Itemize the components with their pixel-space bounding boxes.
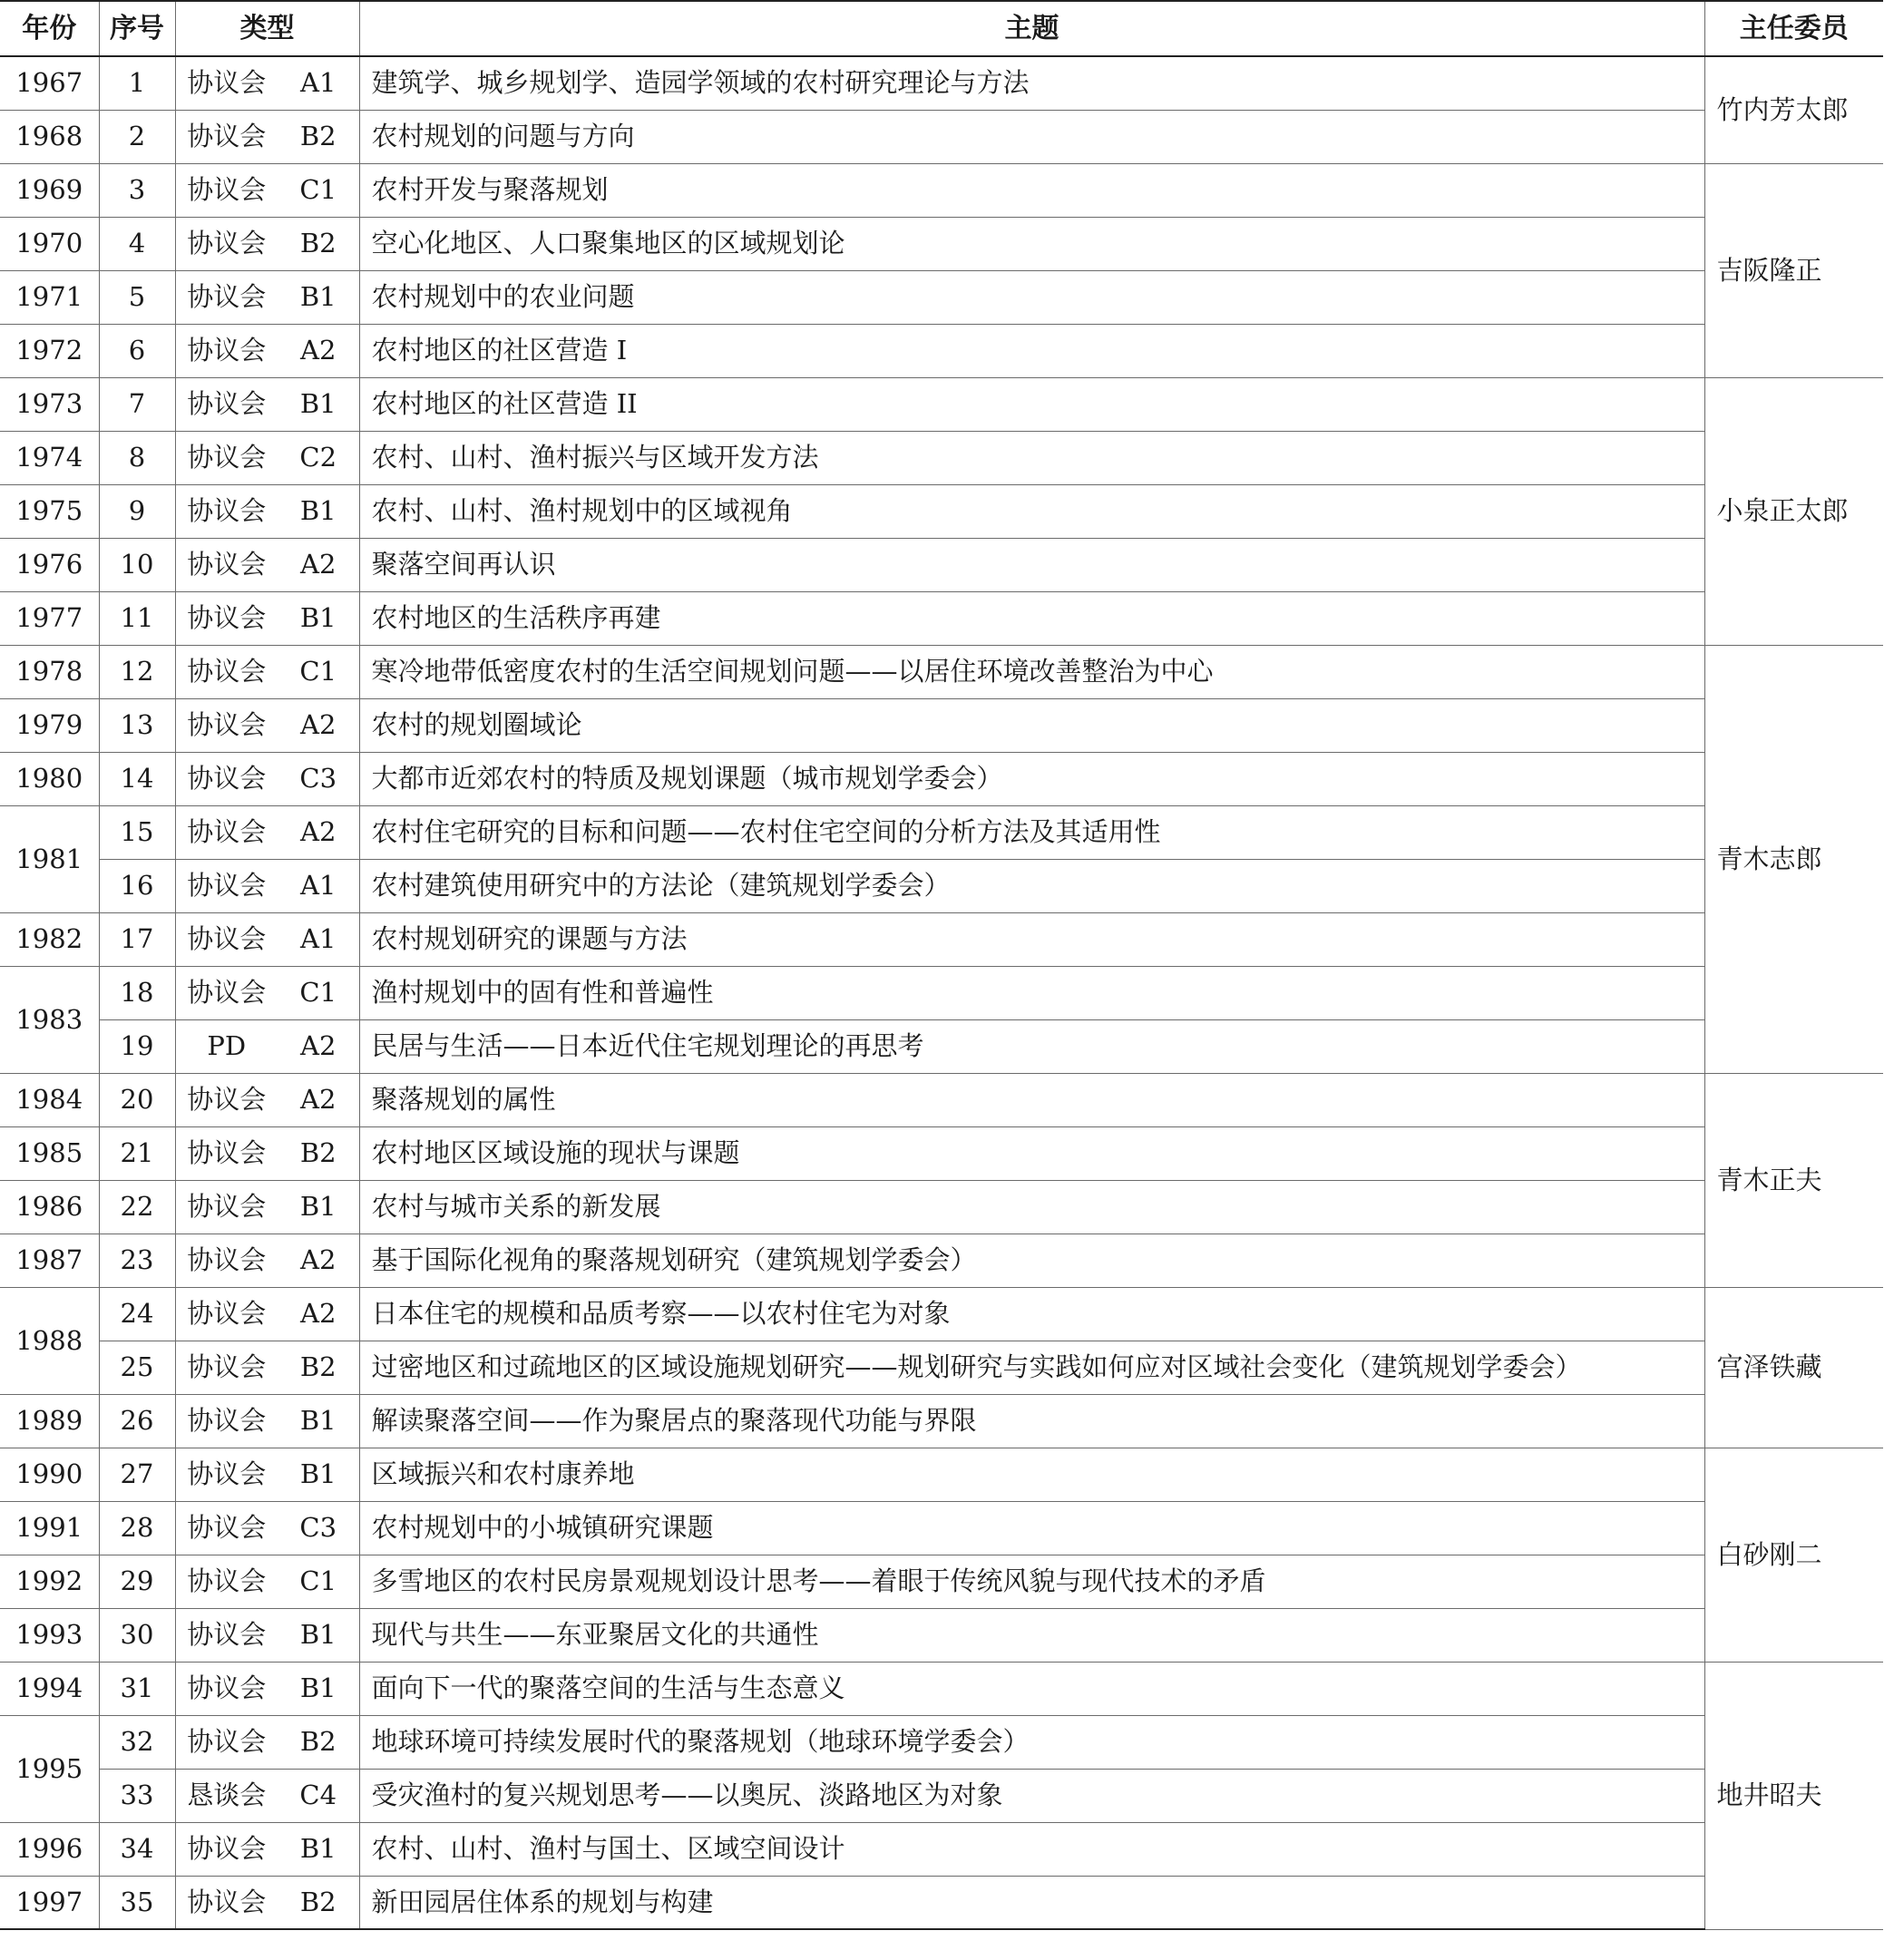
type-code-cell: B2 xyxy=(278,1341,359,1394)
number-cell: 34 xyxy=(99,1822,175,1876)
topic-cell: 受灾渔村的复兴规划思考——以奥尻、淡路地区为对象 xyxy=(359,1769,1704,1822)
type-code-cell: B1 xyxy=(278,270,359,324)
type-cell: 协议会 xyxy=(175,1608,278,1662)
topic-cell: 农村地区的社区营造 II xyxy=(359,377,1704,431)
year-cell: 1969 xyxy=(0,163,99,217)
type-code-cell: A2 xyxy=(278,698,359,752)
number-cell: 2 xyxy=(99,110,175,163)
type-cell: 协议会 xyxy=(175,324,278,377)
number-cell: 15 xyxy=(99,805,175,859)
table-row xyxy=(0,1555,1883,1608)
topic-cell: 建筑学、城乡规划学、造园学领域的农村研究理论与方法 xyxy=(359,56,1704,110)
type-cell: 协议会 xyxy=(175,1341,278,1394)
type-code-cell: B1 xyxy=(278,1662,359,1715)
topic-cell: 过密地区和过疏地区的区域设施规划研究——规划研究与实践如何应对区域社会变化（建筑规划学委会） xyxy=(359,1341,1704,1394)
table-row xyxy=(0,698,1883,752)
table-row xyxy=(0,270,1883,324)
topic-cell: 农村规划中的小城镇研究课题 xyxy=(359,1501,1704,1555)
table-row xyxy=(0,110,1883,163)
type-code-cell: A2 xyxy=(278,1019,359,1073)
header-year: 年份 xyxy=(0,1,99,56)
year-cell: 1971 xyxy=(0,270,99,324)
type-code-cell: C2 xyxy=(278,431,359,484)
topic-cell: 现代与共生——东亚聚居文化的共通性 xyxy=(359,1608,1704,1662)
type-cell: 协议会 xyxy=(175,1501,278,1555)
type-code-cell: A2 xyxy=(278,1073,359,1126)
type-code-cell: A2 xyxy=(278,805,359,859)
type-cell: 协议会 xyxy=(175,163,278,217)
number-cell: 26 xyxy=(99,1394,175,1448)
type-cell: 协议会 xyxy=(175,966,278,1019)
topic-cell: 空心化地区、人口聚集地区的区域规划论 xyxy=(359,217,1704,270)
year-cell: 1977 xyxy=(0,591,99,645)
topic-cell: 寒冷地带低密度农村的生活空间规划问题——以居住环境改善整治为中心 xyxy=(359,645,1704,698)
number-cell: 4 xyxy=(99,217,175,270)
year-cell: 1976 xyxy=(0,538,99,591)
topic-cell: 基于国际化视角的聚落规划研究（建筑规划学委会） xyxy=(359,1234,1704,1287)
number-cell: 8 xyxy=(99,431,175,484)
chair-cell: 宫泽铁藏 xyxy=(1704,1287,1883,1448)
header-number: 序号 xyxy=(99,1,175,56)
table-row xyxy=(0,1822,1883,1876)
type-cell: 协议会 xyxy=(175,1287,278,1341)
topic-cell: 日本住宅的规模和品质考察——以农村住宅为对象 xyxy=(359,1287,1704,1341)
number-cell: 5 xyxy=(99,270,175,324)
type-code-cell: C4 xyxy=(278,1769,359,1822)
number-cell: 7 xyxy=(99,377,175,431)
type-cell: 协议会 xyxy=(175,805,278,859)
table-row xyxy=(0,1769,1883,1822)
table-row xyxy=(0,217,1883,270)
type-cell: 协议会 xyxy=(175,110,278,163)
number-cell: 30 xyxy=(99,1608,175,1662)
table-row xyxy=(0,377,1883,431)
table-row xyxy=(0,1341,1883,1394)
header-topic: 主题 xyxy=(359,1,1704,56)
number-cell: 1 xyxy=(99,56,175,110)
type-code-cell: B2 xyxy=(278,1126,359,1180)
table-body xyxy=(0,56,1883,1929)
type-cell: 协议会 xyxy=(175,1073,278,1126)
year-cell: 1987 xyxy=(0,1234,99,1287)
type-cell: 协议会 xyxy=(175,859,278,912)
year-cell: 1978 xyxy=(0,645,99,698)
year-cell: 1970 xyxy=(0,217,99,270)
table-row xyxy=(0,966,1883,1019)
type-cell: 协议会 xyxy=(175,431,278,484)
type-cell: 协议会 xyxy=(175,1394,278,1448)
table-row xyxy=(0,1662,1883,1715)
table-row xyxy=(0,912,1883,966)
year-cell: 1988 xyxy=(0,1287,99,1394)
table-row xyxy=(0,805,1883,859)
type-cell: 协议会 xyxy=(175,1448,278,1501)
year-cell: 1995 xyxy=(0,1715,99,1822)
topic-cell: 区域振兴和农村康养地 xyxy=(359,1448,1704,1501)
type-code-cell: C1 xyxy=(278,1555,359,1608)
chair-cell: 白砂刚二 xyxy=(1704,1448,1883,1662)
type-code-cell: B2 xyxy=(278,1715,359,1769)
type-code-cell: A2 xyxy=(278,324,359,377)
number-cell: 28 xyxy=(99,1501,175,1555)
topic-cell: 解读聚落空间——作为聚居点的聚落现代功能与界限 xyxy=(359,1394,1704,1448)
type-code-cell: A2 xyxy=(278,538,359,591)
year-cell: 1980 xyxy=(0,752,99,805)
year-cell: 1997 xyxy=(0,1876,99,1929)
topic-cell: 聚落规划的属性 xyxy=(359,1073,1704,1126)
type-cell: 恳谈会 xyxy=(175,1769,278,1822)
table-row xyxy=(0,1180,1883,1234)
type-code-cell: A2 xyxy=(278,1234,359,1287)
number-cell: 23 xyxy=(99,1234,175,1287)
type-cell: 协议会 xyxy=(175,912,278,966)
chair-cell: 小泉正太郎 xyxy=(1704,377,1883,645)
year-cell: 1996 xyxy=(0,1822,99,1876)
type-code-cell: B1 xyxy=(278,1180,359,1234)
year-cell: 1972 xyxy=(0,324,99,377)
table-row xyxy=(0,1287,1883,1341)
year-cell: 1991 xyxy=(0,1501,99,1555)
topic-cell: 农村规划的问题与方向 xyxy=(359,110,1704,163)
topic-cell: 农村、山村、渔村振兴与区域开发方法 xyxy=(359,431,1704,484)
year-cell: 1975 xyxy=(0,484,99,538)
type-cell: 协议会 xyxy=(175,217,278,270)
type-cell: 协议会 xyxy=(175,1555,278,1608)
type-code-cell: B2 xyxy=(278,217,359,270)
type-code-cell: C1 xyxy=(278,163,359,217)
number-cell: 19 xyxy=(99,1019,175,1073)
header-row xyxy=(0,1,1883,56)
topic-cell: 新田园居住体系的规划与构建 xyxy=(359,1876,1704,1929)
table-row xyxy=(0,591,1883,645)
table-row xyxy=(0,538,1883,591)
number-cell: 14 xyxy=(99,752,175,805)
type-code-cell: C1 xyxy=(278,645,359,698)
type-cell: 协议会 xyxy=(175,56,278,110)
type-code-cell: A1 xyxy=(278,56,359,110)
year-cell: 1967 xyxy=(0,56,99,110)
topic-cell: 农村的规划圈域论 xyxy=(359,698,1704,752)
topic-cell: 农村地区区域设施的现状与课题 xyxy=(359,1126,1704,1180)
table-row xyxy=(0,752,1883,805)
chair-cell: 青木志郎 xyxy=(1704,645,1883,1073)
type-cell: 协议会 xyxy=(175,538,278,591)
topic-cell: 多雪地区的农村民房景观规划设计思考——着眼于传统风貌与现代技术的矛盾 xyxy=(359,1555,1704,1608)
number-cell: 21 xyxy=(99,1126,175,1180)
year-cell: 1984 xyxy=(0,1073,99,1126)
topic-cell: 农村与城市关系的新发展 xyxy=(359,1180,1704,1234)
type-code-cell: B1 xyxy=(278,591,359,645)
type-code-cell: B1 xyxy=(278,1394,359,1448)
table-row xyxy=(0,1234,1883,1287)
chair-cell: 地井昭夫 xyxy=(1704,1662,1883,1929)
year-cell: 1981 xyxy=(0,805,99,912)
topic-cell: 农村建筑使用研究中的方法论（建筑规划学委会） xyxy=(359,859,1704,912)
topic-cell: 农村、山村、渔村规划中的区域视角 xyxy=(359,484,1704,538)
table-row xyxy=(0,431,1883,484)
topic-cell: 农村、山村、渔村与国土、区域空间设计 xyxy=(359,1822,1704,1876)
type-code-cell: B1 xyxy=(278,1822,359,1876)
type-code-cell: A1 xyxy=(278,859,359,912)
topic-cell: 农村规划研究的课题与方法 xyxy=(359,912,1704,966)
year-cell: 1974 xyxy=(0,431,99,484)
type-code-cell: A1 xyxy=(278,912,359,966)
table-row xyxy=(0,163,1883,217)
number-cell: 35 xyxy=(99,1876,175,1929)
topic-cell: 大都市近郊农村的特质及规划课题（城市规划学委会） xyxy=(359,752,1704,805)
number-cell: 27 xyxy=(99,1448,175,1501)
number-cell: 3 xyxy=(99,163,175,217)
number-cell: 25 xyxy=(99,1341,175,1394)
year-cell: 1982 xyxy=(0,912,99,966)
type-code-cell: B1 xyxy=(278,1448,359,1501)
year-cell: 1992 xyxy=(0,1555,99,1608)
table-row xyxy=(0,645,1883,698)
year-cell: 1990 xyxy=(0,1448,99,1501)
year-cell: 1979 xyxy=(0,698,99,752)
year-cell: 1983 xyxy=(0,966,99,1073)
table-row xyxy=(0,1715,1883,1769)
year-cell: 1973 xyxy=(0,377,99,431)
type-cell: 协议会 xyxy=(175,484,278,538)
topic-cell: 地球环境可持续发展时代的聚落规划（地球环境学委会） xyxy=(359,1715,1704,1769)
table-row xyxy=(0,56,1883,110)
topic-cell: 聚落空间再认识 xyxy=(359,538,1704,591)
year-cell: 1993 xyxy=(0,1608,99,1662)
type-code-cell: B1 xyxy=(278,377,359,431)
topic-cell: 农村地区的社区营造 I xyxy=(359,324,1704,377)
type-cell: 协议会 xyxy=(175,1662,278,1715)
table-row xyxy=(0,1876,1883,1929)
year-cell: 1986 xyxy=(0,1180,99,1234)
type-cell: 协议会 xyxy=(175,645,278,698)
number-cell: 32 xyxy=(99,1715,175,1769)
header-chair: 主任委员 xyxy=(1704,1,1883,56)
year-cell: 1994 xyxy=(0,1662,99,1715)
number-cell: 6 xyxy=(99,324,175,377)
number-cell: 31 xyxy=(99,1662,175,1715)
table-row xyxy=(0,1448,1883,1501)
type-code-cell: C3 xyxy=(278,752,359,805)
topic-cell: 渔村规划中的固有性和普遍性 xyxy=(359,966,1704,1019)
topic-cell: 面向下一代的聚落空间的生活与生态意义 xyxy=(359,1662,1704,1715)
type-cell: 协议会 xyxy=(175,1822,278,1876)
table-row xyxy=(0,1019,1883,1073)
number-cell: 9 xyxy=(99,484,175,538)
year-cell: 1985 xyxy=(0,1126,99,1180)
type-code-cell: C1 xyxy=(278,966,359,1019)
table-row xyxy=(0,1073,1883,1126)
topic-cell: 农村地区的生活秩序再建 xyxy=(359,591,1704,645)
number-cell: 17 xyxy=(99,912,175,966)
table-row xyxy=(0,859,1883,912)
type-cell: 协议会 xyxy=(175,1180,278,1234)
type-cell: 协议会 xyxy=(175,1876,278,1929)
table-row xyxy=(0,1501,1883,1555)
number-cell: 10 xyxy=(99,538,175,591)
number-cell: 20 xyxy=(99,1073,175,1126)
year-cell: 1968 xyxy=(0,110,99,163)
type-code-cell: B1 xyxy=(278,484,359,538)
number-cell: 29 xyxy=(99,1555,175,1608)
type-cell: 协议会 xyxy=(175,377,278,431)
type-code-cell: B2 xyxy=(278,110,359,163)
type-cell: 协议会 xyxy=(175,591,278,645)
type-cell: 协议会 xyxy=(175,1234,278,1287)
number-cell: 22 xyxy=(99,1180,175,1234)
type-cell: 协议会 xyxy=(175,1715,278,1769)
topic-cell: 民居与生活——日本近代住宅规划理论的再思考 xyxy=(359,1019,1704,1073)
topic-cell: 农村开发与聚落规划 xyxy=(359,163,1704,217)
type-cell: PD xyxy=(175,1019,278,1073)
year-cell: 1989 xyxy=(0,1394,99,1448)
chair-cell: 吉阪隆正 xyxy=(1704,163,1883,377)
table-row xyxy=(0,1126,1883,1180)
type-code-cell: B1 xyxy=(278,1608,359,1662)
type-cell: 协议会 xyxy=(175,1126,278,1180)
type-cell: 协议会 xyxy=(175,752,278,805)
number-cell: 16 xyxy=(99,859,175,912)
type-code-cell: A2 xyxy=(278,1287,359,1341)
number-cell: 24 xyxy=(99,1287,175,1341)
number-cell: 13 xyxy=(99,698,175,752)
type-cell: 协议会 xyxy=(175,698,278,752)
topic-cell: 农村规划中的农业问题 xyxy=(359,270,1704,324)
type-code-cell: B2 xyxy=(278,1876,359,1929)
topic-cell: 农村住宅研究的目标和问题——农村住宅空间的分析方法及其适用性 xyxy=(359,805,1704,859)
table-row xyxy=(0,484,1883,538)
table-row xyxy=(0,1394,1883,1448)
number-cell: 18 xyxy=(99,966,175,1019)
chair-cell: 竹内芳太郎 xyxy=(1704,56,1883,163)
number-cell: 12 xyxy=(99,645,175,698)
table-row xyxy=(0,324,1883,377)
chair-cell: 青木正夫 xyxy=(1704,1073,1883,1287)
number-cell: 33 xyxy=(99,1769,175,1822)
type-code-cell: C3 xyxy=(278,1501,359,1555)
table-row xyxy=(0,1608,1883,1662)
header-type: 类型 xyxy=(175,1,359,56)
number-cell: 11 xyxy=(99,591,175,645)
type-cell: 协议会 xyxy=(175,270,278,324)
